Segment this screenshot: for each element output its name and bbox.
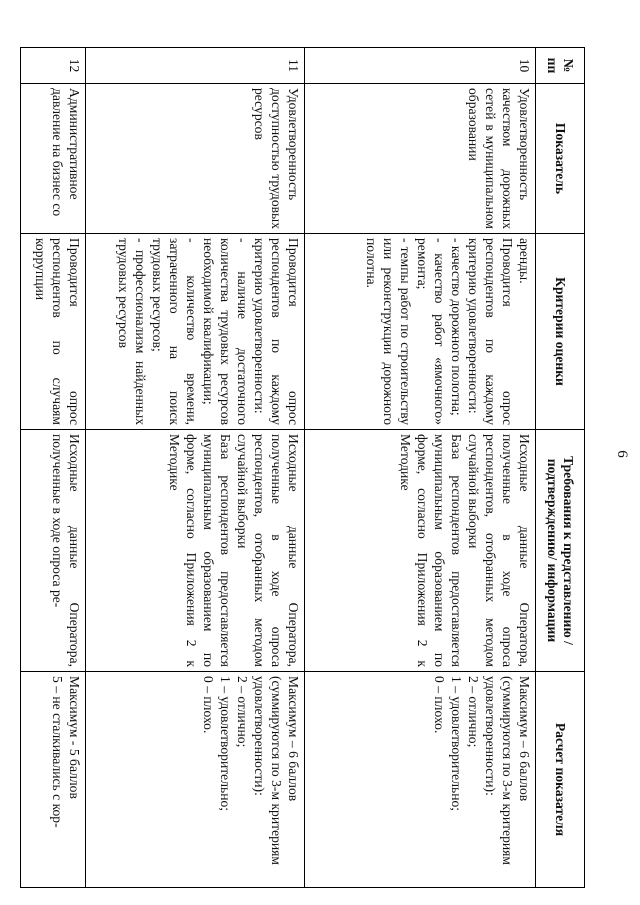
- header-calculation: Расчет показателя: [536, 672, 585, 888]
- calculation-line: 5 – не сталкивались с кор-: [50, 676, 65, 828]
- requirements-line: База респондентов предоставляется муниципальным образованием по форме, согласно Приложения 2 к Методике: [398, 434, 464, 667]
- requirements-line: Исходные данные Оператора, полученные в ходе опроса респондентов, отобранных методом случайной выборки: [466, 434, 532, 667]
- requirements-line: Исходные данные Оператора, полученные в ходе опроса респондентов, отобранных методом случайной выборки: [235, 434, 301, 667]
- calculation-line: 2 – отлично;: [235, 676, 250, 748]
- calculation-line: 1 – удовлетворительно;: [449, 676, 464, 812]
- requirements-line: База респондентов предоставляется муниципальным образованием по форме, согласно Приложения 2 к Методике: [167, 434, 233, 667]
- calculation-line: 1 – удовлетворительно;: [218, 676, 233, 812]
- header-indicator: Показатель: [536, 84, 585, 234]
- row-num: 11: [86, 48, 305, 84]
- criteria-line: Проводится опрос респондентов по каждому критерию удовлетворенности:: [252, 238, 301, 425]
- calculation-line: 0 – плохо.: [201, 676, 216, 734]
- calculation-line: Максимум – 6 баллов (суммируются по 3-м критериям удовлетворенности):: [252, 676, 301, 866]
- header-criteria: Критерии оценки: [536, 234, 585, 430]
- header-num: № пп: [536, 48, 585, 84]
- criteria-line: - темпы работ по строительству или реконструкции дорожного полотна.: [364, 238, 413, 425]
- row-calculation: [305, 672, 536, 888]
- table-row: [305, 48, 536, 888]
- row-indicator: Административное давление на бизнес со: [21, 84, 86, 234]
- row-requirements: [21, 430, 86, 672]
- row-num: 10: [305, 48, 536, 84]
- calculation-line: 0 – плохо.: [432, 676, 447, 734]
- row-requirements: [86, 430, 305, 672]
- criteria-line: - качество работ «ямочного» ремонта;: [415, 238, 447, 425]
- row-criteria: [86, 234, 305, 430]
- table-row: [21, 48, 86, 888]
- criteria-line: - количество времени, затраченного на поиск трудовых ресурсов;: [150, 238, 199, 425]
- header-requirements: Требования к представлению /подтверждению/ информации: [536, 430, 585, 672]
- calculation-line: 2 – отлично;: [466, 676, 481, 748]
- row-calculation: [21, 672, 86, 888]
- calculation-line: Максимум – 6 баллов (суммируются по 3-м критериям удовлетворенности):: [483, 676, 532, 866]
- row-num: 12: [21, 48, 86, 84]
- criteria-line: Проводится опрос респондентов по каждому критерию удовлетворенности:: [466, 238, 515, 425]
- indicators-table: [20, 47, 585, 888]
- calculation-line: Максимум - 5 баллов: [67, 676, 82, 799]
- continuation-text: аренды.: [517, 238, 532, 284]
- page-number: 6: [614, 450, 630, 458]
- table-row: [86, 48, 305, 888]
- row-requirements: [305, 430, 536, 672]
- criteria-line: - профессионализм найденных трудовых ресурсов: [116, 238, 148, 425]
- row-indicator: Удовлетворенность качеством дорожных сетей в муниципальном образовании: [305, 84, 536, 234]
- criteria-line: - качество дорожного полотна;: [449, 238, 464, 416]
- row-indicator: Удовлетворенность доступностью трудовых ресурсов: [86, 84, 305, 234]
- requirements-line: Исходные данные Оператора, полученные в ходе опроса ре-: [50, 434, 82, 667]
- criteria-line: Проводится опрос респондентов по случаям коррупции: [33, 238, 82, 425]
- table-header-row: [536, 48, 585, 888]
- row-calculation: [86, 672, 305, 888]
- row-criteria: [21, 234, 86, 430]
- row-criteria: [305, 234, 536, 430]
- criteria-line: - наличие достаточного количества трудовых ресурсов необходимой квалификации;: [201, 238, 250, 425]
